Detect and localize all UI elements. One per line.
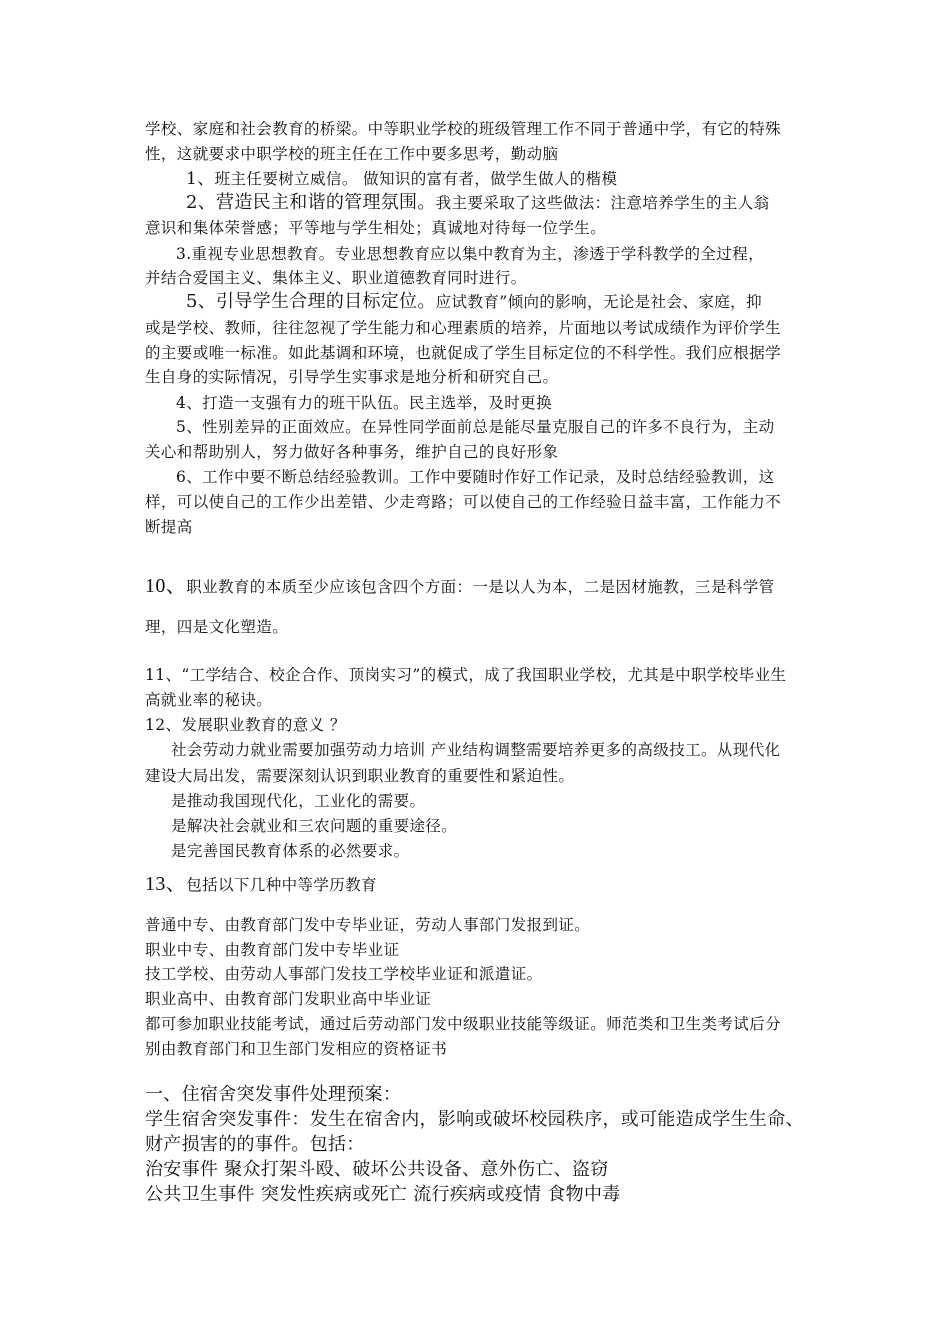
list-item-1 — [186, 169, 617, 189]
paragraph-line: 生自身的实际情况，引导学生实事求是地分析和研究自己。 — [145, 368, 559, 386]
list-item-4: 4、打造一支强有力的班干队伍。民主选举，及时更换 — [176, 394, 552, 412]
paragraph-line: 是解决社会就业和三农问题的重要途径。 — [171, 817, 458, 835]
paragraph-line: 高就业率的秘诀。 — [145, 691, 273, 709]
item-text: 我主要采取了这些做法：注意培养学生的主人翁 — [435, 194, 770, 212]
item-text: 做知识的富有者，做学生做人的楷模 — [357, 170, 618, 188]
item-title: 班主任要树立威信。 — [214, 170, 358, 188]
question-text: 职业教育的本质至少应该包含四个方面：一是以人为本，二是因材施教，三是科学管 — [186, 578, 775, 596]
question-number: 10、 — [145, 575, 187, 597]
list-item-3: 3.重视专业思想教育。专业思想教育应以集中教育为主，渗透于学科教学的全过程， — [176, 245, 764, 263]
question-13 — [145, 874, 377, 895]
paragraph-line: 样，可以使自己的工作少出差错、少走弯路；可以使自己的工作经验日益丰富，工作能力不 — [145, 493, 782, 511]
paragraph-line: 建设大局出发，需要深刻认识到职业教育的重要性和紧迫性。 — [145, 767, 575, 785]
paragraph-line: 或是学校、教师，往往忽视了学生能力和心理素质的培养，片面地以考试成绩作为评价学生 — [145, 319, 782, 337]
paragraph-line: 都可参加职业技能考试，通过后劳动部门发中级职业技能等级证。师范类和卫生类考试后分 — [145, 1015, 782, 1033]
list-item-5 — [186, 292, 762, 312]
list-item: 职业中专、由教育部门发中专毕业证 — [145, 941, 400, 959]
paragraph-line: 断提高 — [145, 518, 193, 536]
paragraph-line: 是推动我国现代化，工业化的需要。 — [171, 792, 426, 810]
paragraph-line: 公共卫生事件 突发性疾病或死亡 流行疾病或疫情 食物中毒 — [145, 1184, 621, 1205]
list-item-2 — [186, 193, 770, 213]
paragraph-line: 学校、家庭和社会教育的桥梁。中等职业学校的班级管理工作不同于普通中学，有它的特殊 — [145, 120, 782, 138]
list-item: 职业高中、由教育部门发职业高中毕业证 — [145, 990, 432, 1008]
paragraph-line: 性，这就要求中职学校的班主任在工作中要多思考，勤动脑 — [145, 145, 559, 163]
paragraph-line: 财产损害的的事件。包括： — [145, 1134, 365, 1155]
question-text: 包括以下几种中等学历教育 — [186, 876, 378, 894]
question-12: 12、发展职业教育的意义 ？ — [145, 716, 346, 734]
paragraph-line: 意识和集体荣誉感；平等地与学生相处；真诚地对待每一位学生。 — [145, 219, 607, 237]
paragraph-line: 理，四是文化塑造。 — [145, 618, 289, 636]
paragraph-line: 并结合爱国主义、集体主义、职业道德教育同时进行。 — [145, 269, 527, 287]
paragraph-line: 关心和帮助别人，努力做好各种事务，维护自己的良好形象 — [145, 443, 559, 461]
paragraph-line: 社会劳动力就业需要加强劳动力培训 产业结构调整需要培养更多的高级技工。从现代化 — [171, 741, 781, 759]
item-number: 1、 — [186, 169, 215, 189]
item-heading: 5、引导学生合理的目标定位。 — [186, 291, 436, 312]
paragraph-line: 的主要或唯一标准。如此基调和环境，也就促成了学生目标定位的不科学性。我们应根据学 — [145, 344, 782, 362]
item-text: 应试教育”倾向的影响，无论是社会、家庭，抑 — [435, 293, 762, 311]
question-10 — [145, 576, 775, 597]
paragraph-line: 治安事件 聚众打架斗殴、破坏公共设备、意外伤亡、盗窃 — [145, 1159, 609, 1180]
list-item-5b: 5、性别差异的正面效应。在异性同学面前总是能尽量克服自己的许多不良行为，主动 — [176, 418, 775, 436]
paragraph-line: 别由教育部门和卫生部门发相应的资格证书 — [145, 1040, 448, 1058]
question-number: 13、 — [145, 873, 187, 895]
section-title: 一、住宿舍突发事件处理预案： — [145, 1084, 402, 1105]
paragraph-line: 学生宿舍突发事件：发生在宿舍内，影响或破坏校园秩序，或可能造成学生生命、 — [145, 1109, 804, 1130]
list-item-6: 6、工作中要不断总结经验教训。工作中要随时作好工作记录，及时总结经验教训，这 — [176, 468, 775, 486]
item-heading: 2、营造民主和谐的管理氛围。 — [186, 192, 436, 213]
list-item: 普通中专、由教育部门发中专毕业证，劳动人事部门发报到证。 — [145, 916, 591, 934]
question-11: 11、“工学结合、校企合作、顶岗实习”的模式，成了我国职业学校，尤其是中职学校毕业生 — [145, 666, 787, 684]
list-item: 技工学校、由劳动人事部门发技工学校毕业证和派遣证。 — [145, 965, 543, 983]
paragraph-line: 是完善国民教育体系的必然要求。 — [171, 842, 410, 860]
